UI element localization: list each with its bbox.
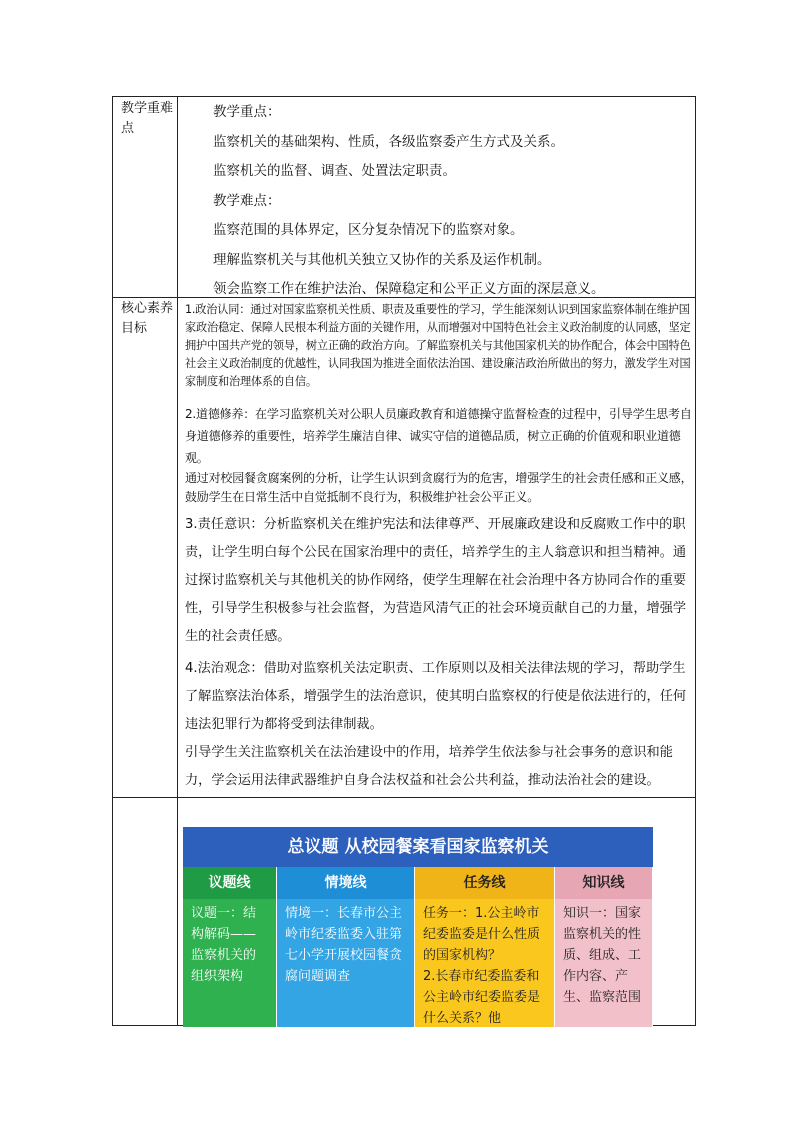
cell-task: 任务一：1.公主岭市纪委监委是什么性质的国家机构？ 2.长春市纪委监委和公主岭市纪委监委是什么关系？他 [415,899,555,1027]
cell-topic: 议题一：结构解码——监察机关的组织架构 [183,899,277,1027]
header-topic-line: 议题线 [183,867,277,899]
grid-title: 总议题 从校园餐案看国家监察机关 [183,827,653,867]
cell-knowledge: 知识一：国家监察机关的性质、组成、工作内容、产生、监察范围 [555,899,653,1027]
core-literacy-content [185,301,693,795]
paragraph-case: 通过对校园餐贪腐案例的分析，让学生认识到贪腐行为的危害，增强学生的社会责任感和正义感，鼓励学生在日常生活中自觉抵制不良行为，积极维护社会公平正义。 [185,471,693,504]
row-divider [113,797,695,798]
text-line: 监察机关的监督、调查、处置法定职责。 [213,163,456,179]
cell-situation: 情境一：长春市公主岭市纪委监委入驻第七小学开展校园餐贪腐问题调查 [277,899,415,1027]
text-line: 监察范围的具体界定，区分复杂情况下的监察对象。 [213,222,524,238]
text-line: 教学重点： [213,104,281,120]
column-divider [177,97,178,1025]
text-line: 领会监察工作在维护法治、保障稳定和公平正义方面的深层意义。 [213,281,605,297]
header-task-line: 任务线 [415,867,555,899]
header-situation-line: 情境线 [277,867,415,899]
paragraph-participation: 引导学生关注监察机关在法治建设中的作用，培养学生依法参与社会事务的意识和能力，学会运用法律武器维护自身合法权益和社会公共利益，推动法治社会的建设。 [185,745,673,788]
text-line: 监察机关的基础架构、性质，各级监察委产生方式及关系。 [213,133,564,150]
paragraph-moral: 2.道德修养：在学习监察机关对公职人员廉政教育和道德操守监督检查的过程中，引导学生思考自身道德修养的重要性，培养学生廉洁自律、诚实守信的道德品质，树立正确的价值观和职业道德观。 [185,407,692,465]
text-line: 理解监察机关与其他机关独立又协作的关系及运作机制。 [213,251,551,268]
paragraph-political-identity: 1.政治认同：通过对国家监察机关性质、职责及重要性的学习，学生能深刻认识到国家监察体制在维护国家政治稳定、保障人民根本利益方面的关键作用，从而增强对中国特色社会主义政治制度的认同感，坚定拥护中国共产党的领导，树立正确的政治方向。了解监察机关与其他国家机关的协作配合，体会中国特色社会主义政治制度的优越性，认同我国为推进全面依法治国、建设廉洁政治所做出的努力，激发学生对国家制度和治理体系的自信。 [185,303,691,388]
paragraph-responsibility: 3.责任意识：分析监察机关在维护宪法和法律尊严、开展廉政建设和反腐败工作中的职责，让学生明白每个公民在国家治理中的责任，培养学生的主人翁意识和担当精神。通过探讨监察机关与其他机关的协作网络，使学生理解在社会治理中各方协同合作的重要性，引导学生积极参与社会监督，为营造风清气正的社会环境贡献自己的力量，增强学生的社会责任感。 [185,517,687,644]
key-points-content [213,101,693,308]
header-knowledge-line: 知识线 [555,867,653,899]
topic-grid [183,827,653,1027]
text-line: 教学难点： [213,192,281,209]
paragraph-rule-of-law: 4.法治观念：借助对监察机关法定职责、工作原则以及相关法律法规的学习，帮助学生了解监察法治体系，增强学生的法治意识，使其明白监察权的行使是依法进行的，任何违法犯罪行为都将受到法律制裁。 [185,661,687,732]
document-table [112,96,696,1026]
row-label-key-points: 教学重难点 [121,101,174,136]
row-label-core-literacy: 核心素养目标 [121,301,174,336]
